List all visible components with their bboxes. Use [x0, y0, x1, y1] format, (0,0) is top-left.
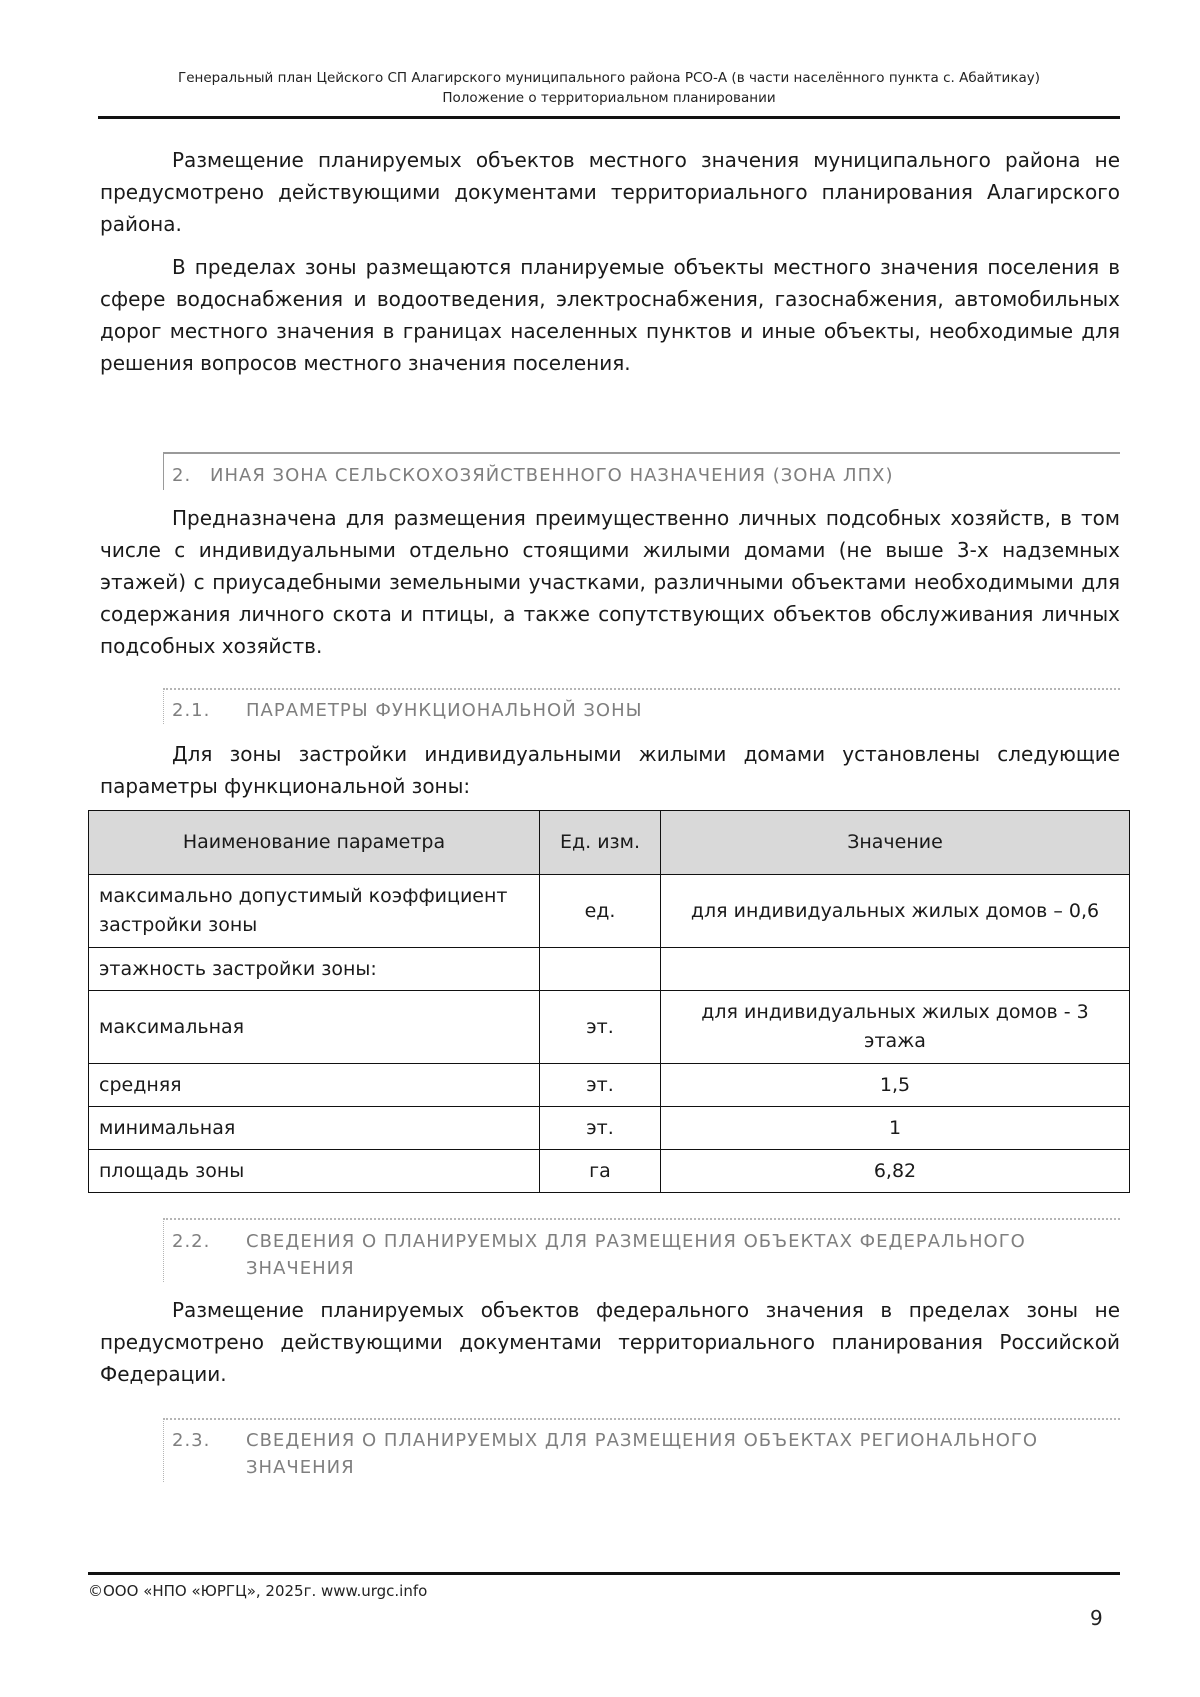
table-cell: эт. [540, 1107, 661, 1150]
table-row [89, 875, 1130, 948]
table-cell: для индивидуальных жилых домов – 0,6 [661, 875, 1130, 948]
subsection-title: СВЕДЕНИЯ О ПЛАНИРУЕМЫХ ДЛЯ РАЗМЕЩЕНИЯ ОБЪЕКТАХ РЕГИОНАЛЬНОГО ЗНАЧЕНИЯ [246, 1430, 1039, 1478]
paragraph-zone-purpose: Предназначена для размещения преимущественно личных подсобных хозяйств, в том числе с индивидуальными отдельно стоящими жилыми домами (не выше 3-х надземных этажей) с приусадебными земельными участками, различными объектами необходимыми для содержания личного скота и птицы, а также сопутствующих объектов обслуживания личных подсобных хозяйств. [100, 506, 1120, 658]
subsection-title: СВЕДЕНИЯ О ПЛАНИРУЕМЫХ ДЛЯ РАЗМЕЩЕНИЯ ОБЪЕКТАХ ФЕДЕРАЛЬНОГО ЗНАЧЕНИЯ [246, 1231, 1026, 1279]
section-marker [163, 452, 164, 490]
table-header-row [89, 811, 1130, 875]
header-title: Генеральный план Цейского СП Алагирского муниципального района РСО-А (в части населённого пункта с. Абайтикау) [177, 70, 1041, 86]
table-cell: 1 [661, 1107, 1130, 1150]
subsection-divider [163, 1218, 1120, 1220]
table-cell [661, 948, 1130, 991]
column-header-value: Значение [661, 811, 1130, 875]
header-divider [98, 116, 1120, 119]
table-cell: максимальная [89, 991, 540, 1064]
subsection-number: 2.3. [172, 1430, 211, 1451]
subsection-marker [163, 688, 164, 724]
table-cell: 6,82 [661, 1150, 1130, 1193]
table-cell: минимальная [89, 1107, 540, 1150]
column-header-parameter: Наименование параметра [89, 811, 540, 875]
table-cell: ед. [540, 875, 661, 948]
table-row [89, 1107, 1130, 1150]
table-row [89, 991, 1130, 1064]
paragraph-local-objects: В пределах зоны размещаются планируемые объекты местного значения поселения в сфере водоснабжения и водоотведения, электроснабжения, газоснабжения, автомобильных дорог местного значения в границах населенных пунктов и иные объекты, необходимые для решения вопросов местного значения поселения. [100, 255, 1120, 375]
page-number: 9 [1090, 1606, 1103, 1630]
section-number: 2. [172, 465, 192, 486]
footer-copyright: ©ООО «НПО «ЮРГЦ», 2025г. www.urgc.info [88, 1582, 428, 1600]
table-cell [540, 948, 661, 991]
table-row [89, 1064, 1130, 1107]
paragraph-federal-objects: Размещение планируемых объектов федерального значения в пределах зоны не предусмотрено действующими документами территориального планирования Российской Федерации. [100, 1298, 1120, 1386]
table-cell: площадь зоны [89, 1150, 540, 1193]
subsection-marker [163, 1418, 164, 1482]
table-cell: для индивидуальных жилых домов - 3 этажа [661, 991, 1130, 1064]
section-divider [163, 452, 1120, 454]
footer-divider [88, 1572, 1120, 1575]
subsection-marker [163, 1218, 164, 1282]
document-header [98, 68, 1120, 108]
paragraph-municipal-objects: Размещение планируемых объектов местного значения муниципального района не предусмотрено действующими документами территориального планирования Алагирского района. [100, 148, 1120, 236]
table-cell: 1,5 [661, 1064, 1130, 1107]
table-cell: га [540, 1150, 661, 1193]
header-subtitle: Положение о территориальном планировании [442, 90, 776, 106]
subsection-title: ПАРАМЕТРЫ ФУНКЦИОНАЛЬНОЙ ЗОНЫ [246, 700, 643, 721]
parameters-table [88, 810, 1130, 1193]
table-cell: средняя [89, 1064, 540, 1107]
table-cell: максимально допустимый коэффициент застройки зоны [89, 875, 540, 948]
table-cell: этажность застройки зоны: [89, 948, 540, 991]
subsection-number: 2.2. [172, 1231, 211, 1252]
section-title: ИНАЯ ЗОНА СЕЛЬСКОХОЗЯЙСТВЕННОГО НАЗНАЧЕНИЯ (ЗОНА ЛПХ) [210, 465, 894, 486]
table-row [89, 948, 1130, 991]
subsection-divider [163, 688, 1120, 690]
subsection-divider [163, 1418, 1120, 1420]
table-cell: эт. [540, 991, 661, 1064]
paragraph-zone-parameters-intro: Для зоны застройки индивидуальными жилыми домами установлены следующие параметры функциональной зоны: [100, 742, 1120, 798]
table-cell: эт. [540, 1064, 661, 1107]
subsection-number: 2.1. [172, 700, 211, 721]
column-header-unit: Ед. изм. [540, 811, 661, 875]
table-row [89, 1150, 1130, 1193]
